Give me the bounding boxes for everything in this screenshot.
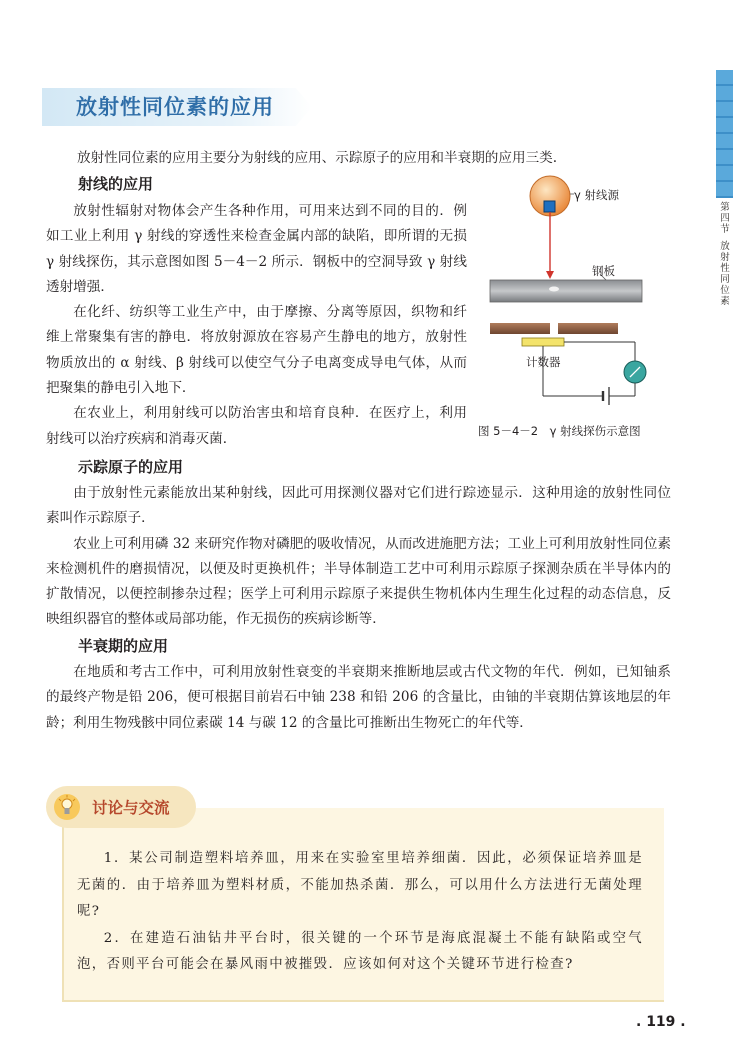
section-title: 放射性同位素的应用: [76, 95, 274, 119]
tracer-paragraph-1: 由于放射性元素能放出某种射线，因此可用探测仪器对它们进行踪迹显示．这种用途的放射性同位素叫作示踪原子．: [46, 485, 671, 527]
counter-label: 计数器: [526, 355, 561, 369]
ray-paragraph-2: 在化纤、纺织等工业生产中，由于摩擦、分离等原因，织物和纤维上常聚集有害的静电．将放射源放在容易产生静电的地方，放射性物质放出的 α 射线、β 射线可以使空气分子电离变成导电气体，从而把聚集的静电引入地下．: [46, 304, 467, 397]
shield-left: [490, 323, 550, 334]
discussion-questions: [77, 846, 643, 979]
discussion-title: 讨论与交流: [92, 799, 170, 817]
chapter-tab-label: [718, 202, 732, 307]
discussion-question-2: 2．在建造石油钻井平台时，很关键的一个环节是海底混凝土不能有缺陷或空气泡，否则平台可能会在暴风雨中被摧毁．应该如何对这个关键环节进行检查?: [77, 930, 643, 972]
counter-tube: [522, 338, 564, 346]
tracer-text: [46, 481, 671, 633]
shield-right: [558, 323, 618, 334]
chapter-topic: 放射性同位素: [720, 241, 730, 307]
gamma-inspection-diagram: [478, 172, 678, 418]
ray-paragraph-1: 放射性辐射对物体会产生各种作用，可用来达到不同的目的．例如工业上利用 γ 射线的穿透性来检查金属内部的缺陷，即所谓的无损 γ 射线探伤，其示意图如图 5－4－2 所示．钢板中的空洞导致 γ 射线透射增强．: [46, 203, 467, 295]
ray-heading: 射线的应用: [78, 175, 154, 193]
steel-plate: [490, 280, 642, 302]
ray-text: [46, 199, 467, 452]
plate-void: [549, 287, 559, 292]
halflife-heading: 半衰期的应用: [78, 637, 169, 655]
tracer-paragraph-2: 农业上可利用磷 32 来研究作物对磷肥的吸收情况，从而改进施肥方法；工业上可利用放射性同位素来检测机件的磨损情况，以便及时更换机件；半导体制造工艺中可利用示踪原子探测杂质在半导体内的扩散情况，以便控制掺杂过程；医学上可利用示踪原子来提供生物机体内生理生化过程的动态信息，反映组织器官的整体或局部功能，作无损伤的疾病诊断等．: [46, 535, 671, 628]
gamma-source-window: [544, 201, 555, 212]
chapter-number: 第四节: [720, 202, 730, 235]
source-label: γ 射线源: [574, 188, 619, 202]
chapter-tab-bar: [716, 70, 733, 198]
ray-paragraph-3: 在农业上，利用射线可以防治害虫和培育良种．在医疗上，利用射线可以治疗疾病和消毒灭菌．: [46, 405, 467, 447]
tracer-heading: 示踪原子的应用: [78, 458, 184, 476]
halflife-text: [46, 660, 671, 736]
page-number: . 119 .: [636, 1014, 686, 1030]
discussion-question-1: 1．某公司制造塑料培养皿，用来在实验室里培养细菌．因此，必须保证培养皿是无菌的．由于培养皿为塑料材质，不能加热杀菌．那么，可以用什么方法进行无菌处理呢?: [77, 851, 643, 919]
intro-paragraph: 放射性同位素的应用主要分为射线的应用、示踪原子的应用和半衰期的应用三类.: [77, 150, 558, 166]
lightbulb-icon: [52, 792, 82, 822]
gamma-ray-arrow: [546, 271, 554, 279]
figure-caption: 图 5－4－2 γ 射线探伤示意图: [478, 424, 641, 438]
plate-label: 钢板: [592, 264, 615, 278]
halflife-paragraph-1: 在地质和考古工作中，可利用放射性衰变的半衰期来推断地层或古代文物的年代．例如，已知铀系的最终产物是铅 206，便可根据目前岩石中铀 238 和铅 206 的含量比，由铀的半衰期估算该地层的年龄；利用生物残骸中同位素碳 14 与碳 12 的含量比可推断出生物死亡的年代等．: [46, 664, 671, 731]
